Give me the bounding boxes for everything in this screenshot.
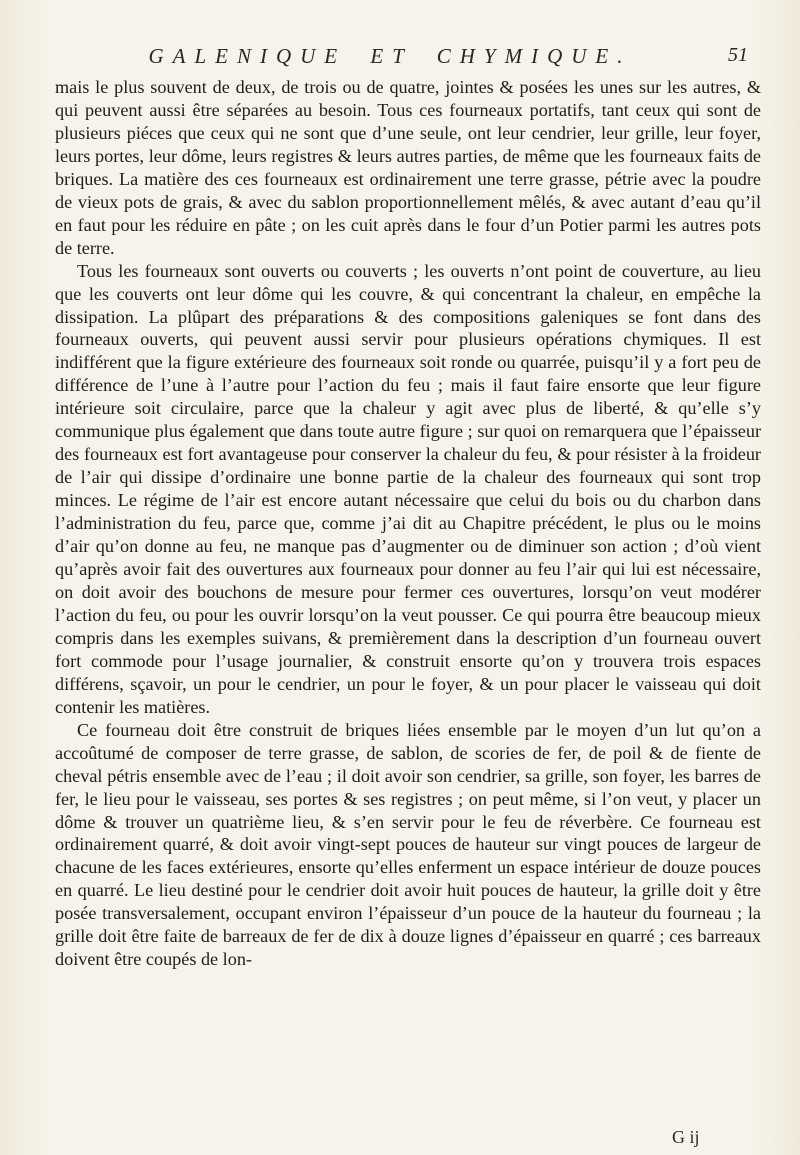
paragraph-2: Tous les fourneaux sont ouverts ou couverts ; les ouverts n’ont point de couverture, au lieu que les couverts ont leur dôme qui les couvre, & qui concentrant la chaleur, en empêche la dissipation. La plûpart des préparations & des compositions galeniques se font dans des fourneaux ouverts, qui peuvent aussi servir pour plusieurs opérations chymiques. Il est indifférent que la figure extérieure des fourneaux soit ronde ou quarrée, puisqu’il y a fort peu de différence de l’une à l’autre pour l’action du feu ; mais il faut faire ensorte que leur figure intérieure soit circulaire, parce que la chaleur y agit avec plus de liberté, & qu’elle s’y communique plus également que dans toute autre figure ; sur quoi on remarquera que l’épaisseur des fourneaux est fort avantageuse pour conserver la chaleur du feu, & pour résister à la froideur de l’air qui dissipe d’ordinaire une bonne partie de la chaleur des fourneaux qui sont trop minces. Le régime de l’air est encore autant nécessaire que celui du bois ou du charbon dans l’administration du feu, parce que, comme j’ai dit au Chapitre précédent, le plus ou le moins d’air qu’on donne au feu, ne manque pas d’augmenter ou de diminuer son action ; d’où vient qu’après avoir fait des ouvertures aux fourneaux pour donner au feu l’air qui lui est nécessaire, on doit avoir des bouchons de mesure pour fermer ces ouvertures, lorsqu’on veut modérer l’action du feu, ou pour les ouvrir lorsqu’on la veut pousser. Ce qui pourra être beaucoup mieux compris dans les exemples suivans, & premièrement dans la description d’un fourneau ouvert fort commode pour l’usage journalier, & construit ensorte qu’on y trouvera trois espaces différens, sçavoir, un pour le cendrier, un pour le foyer, & un pour placer le vaisseau qui doit contenir les matières. (55, 260, 761, 717)
body-text (55, 76, 761, 971)
running-head: GALENIQUE ET CHYMIQUE. (148, 44, 632, 68)
page-number: 51 (728, 44, 748, 66)
paragraph-1: mais le plus souvent de deux, de trois ou de quatre, jointes & posées les unes sur les autres, & qui peuvent aussi être séparées au besoin. Tous ces fourneaux portatifs, tant ceux qui sont de plusieurs piéces que ceux qui ne sont que d’une seule, ont leur cendrier, leur grille, leur foyer, leurs portes, leur dôme, leurs registres & leurs autres parties, de même que les fourneaux faits de briques. La matière des ces fourneaux est ordinairement une terre grasse, pétrie avec la poudre de vieux pots de grais, & avec du sablon proportionnellement mêlés, & avec autant d’eau qu’il en faut pour les réduire en pâte ; on les cuit après dans le four d’un Potier parmi les autres pots de terre. (55, 77, 761, 258)
signature-mark: G ij (672, 1127, 700, 1147)
paragraph-3: Ce fourneau doit être construit de briques liées ensemble par le moyen d’un lut qu’on a accoûtumé de composer de terre grasse, de sablon, de scories de fer, de poil & de fiente de cheval pétris ensemble avec de l’eau ; il doit avoir son cendrier, sa grille, son foyer, les barres de fer, le lieu pour le vaisseau, ses portes & ses registres ; on peut même, si l’on veut, y placer un dôme & trouver un quatrième lieu, & s’en servir pour le feu de réverbère. Ce fourneau est ordinairement quarré, & doit avoir vingt-sept pouces de hauteur sur vingt pouces de largeur de chacune de les faces extérieures, ensorte qu’elles enferment un espace intérieur de douze pouces en quarré. Le lieu destiné pour le cendrier doit avoir huit pouces de hauteur, la grille doit y être posée transversalement, occupant environ l’épaisseur d’un pouce de la hauteur du fourneau ; la grille doit être faite de barreaux de fer de dix à douze lignes d’épaisseur en quarré ; ces barreaux doivent être coupés de lon- (55, 719, 761, 970)
